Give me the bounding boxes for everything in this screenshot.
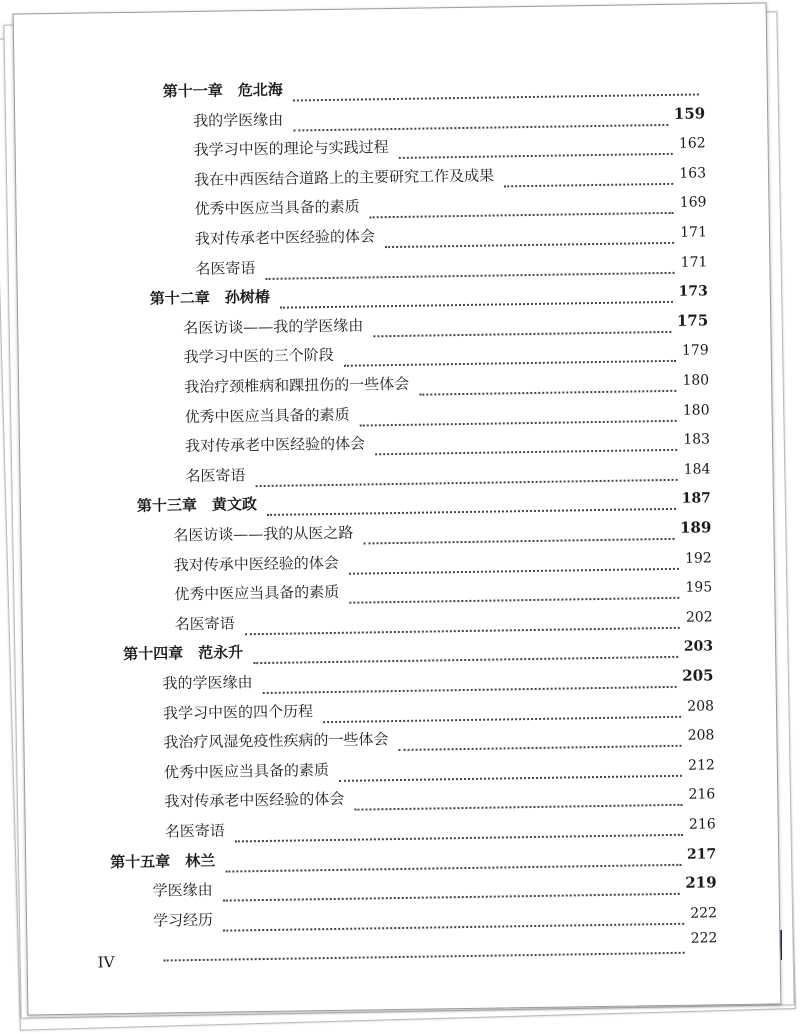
dot-leader bbox=[267, 508, 676, 516]
entry-page: 180 bbox=[682, 372, 710, 389]
entry-title: 名医寄语 bbox=[174, 614, 235, 634]
chapter-page: 187 bbox=[681, 490, 712, 508]
entry-page: 183 bbox=[683, 431, 711, 448]
entry-page: 216 bbox=[688, 786, 716, 804]
chapter-title: 第十一章 危北海 bbox=[162, 80, 283, 101]
page-number: IV bbox=[97, 953, 115, 972]
entry-page: 180 bbox=[682, 401, 710, 419]
entry-page: 192 bbox=[684, 549, 712, 567]
dot-leader bbox=[256, 479, 678, 487]
dot-leader bbox=[263, 686, 677, 694]
chapter-page: 203 bbox=[683, 638, 714, 656]
dot-leader bbox=[349, 597, 679, 604]
entry-title: 名医访谈——我的从医之路 bbox=[173, 523, 354, 545]
entry-page: 163 bbox=[679, 165, 707, 182]
entry-page: 208 bbox=[687, 697, 715, 715]
entry-page: 222 bbox=[690, 905, 718, 922]
entry-page: 189 bbox=[679, 518, 712, 537]
dot-leader bbox=[235, 834, 683, 843]
entry-title: 我治疗颈椎病和踝扭伤的一些体会 bbox=[184, 374, 410, 397]
entry-page: 208 bbox=[687, 727, 715, 744]
dot-leader bbox=[253, 656, 678, 664]
entry-title: 我学习中医的理论与实践过程 bbox=[193, 138, 389, 160]
dot-leader bbox=[266, 271, 675, 279]
entry-title: 优秀中医应当具备的素质 bbox=[194, 197, 360, 219]
dot-leader bbox=[399, 745, 682, 751]
dot-leader bbox=[223, 893, 680, 902]
entry-title: 我治疗风湿免疫性疾病的一些体会 bbox=[163, 730, 389, 752]
entry-page: 195 bbox=[685, 579, 713, 596]
entry-title: 名医寄语 bbox=[195, 258, 256, 278]
dot-leader bbox=[339, 775, 682, 782]
entry-title: 名医寄语 bbox=[164, 821, 225, 841]
entry-title: 我对传承老中医经验的体会 bbox=[184, 434, 366, 456]
chapter-title: 第十二章 孙树椿 bbox=[149, 288, 270, 308]
dot-leader bbox=[245, 627, 680, 635]
entry-page: 171 bbox=[680, 224, 708, 241]
entry-title: 我的学医缘由 bbox=[162, 673, 253, 693]
entry-page: 159 bbox=[673, 103, 706, 123]
dot-leader bbox=[323, 715, 681, 722]
dot-leader bbox=[504, 183, 673, 188]
entry-page: 202 bbox=[685, 609, 713, 626]
entry-title: 我学习中医的四个历程 bbox=[162, 701, 314, 723]
entry-page: 205 bbox=[682, 666, 714, 685]
entry-title: 我对传承老中医经验的体会 bbox=[194, 227, 376, 248]
dot-leader bbox=[164, 952, 685, 962]
dot-leader bbox=[293, 124, 668, 132]
dot-leader bbox=[354, 804, 682, 811]
dot-leader bbox=[385, 242, 674, 248]
entry-title: 我学习中医的三个阶段 bbox=[183, 346, 334, 367]
chapter-page: 173 bbox=[678, 283, 708, 300]
dot-leader bbox=[399, 153, 673, 159]
entry-title: 优秀中医应当具备的素质 bbox=[174, 583, 340, 604]
dot-leader bbox=[373, 331, 671, 337]
entry-page: 175 bbox=[676, 311, 709, 330]
entry-title: 我的学医缘由 bbox=[193, 110, 284, 130]
dot-leader bbox=[223, 923, 684, 932]
entry-page: 222 bbox=[690, 930, 718, 948]
dot-leader bbox=[349, 567, 679, 574]
chapter-title: 第十三章 黄文政 bbox=[136, 495, 258, 516]
dot-leader bbox=[293, 93, 699, 101]
dot-leader bbox=[225, 863, 681, 872]
toc-page bbox=[13, 2, 782, 1015]
entry-title: 优秀中医应当具备的素质 bbox=[184, 405, 350, 426]
entry-title: 我对传承中医经验的体会 bbox=[173, 553, 339, 574]
entry-page: 216 bbox=[688, 816, 716, 833]
dot-leader bbox=[364, 538, 675, 545]
dot-leader bbox=[375, 449, 677, 455]
dot-leader bbox=[370, 212, 674, 219]
entry-title: 学医缘由 bbox=[152, 880, 213, 900]
entry-page: 184 bbox=[683, 461, 711, 478]
dot-leader bbox=[419, 390, 676, 396]
entry-title: 学习经历 bbox=[152, 910, 214, 930]
entry-page: 171 bbox=[680, 253, 708, 271]
entry-title: 我对传承老中医经验的体会 bbox=[164, 790, 345, 811]
chapter-title: 第十四章 范永升 bbox=[122, 643, 244, 664]
entry-title: 名医访谈——我的学医缘由 bbox=[183, 316, 364, 337]
chapter-title: 第十五章 林兰 bbox=[110, 851, 216, 871]
chapter-page: 217 bbox=[686, 845, 717, 863]
entry-page: 169 bbox=[679, 194, 707, 212]
entry-page: 179 bbox=[681, 342, 709, 360]
entry-page: 212 bbox=[687, 757, 715, 774]
entry-title: 优秀中医应当具备的素质 bbox=[163, 760, 330, 782]
dot-leader bbox=[344, 360, 676, 367]
entry-page: 162 bbox=[678, 135, 706, 152]
entry-page: 219 bbox=[685, 873, 717, 892]
table-of-contents bbox=[14, 3, 781, 1014]
entry-title: 我在中西医结合道路上的主要研究工作及成果 bbox=[193, 166, 495, 189]
entry-title: 名医寄语 bbox=[185, 466, 246, 485]
dot-leader bbox=[280, 301, 673, 309]
dot-leader bbox=[360, 419, 677, 426]
